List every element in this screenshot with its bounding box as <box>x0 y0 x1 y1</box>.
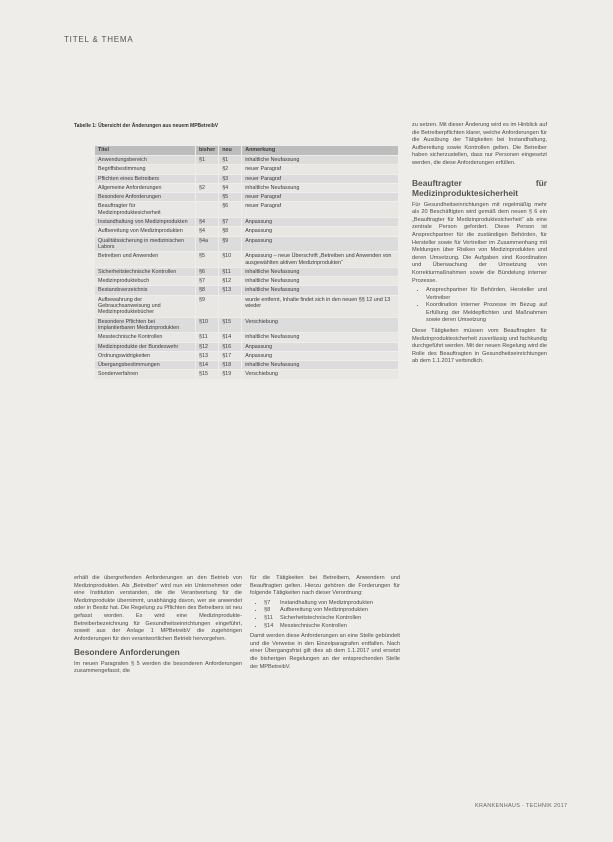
table-cell-bisher: §10 <box>196 317 219 333</box>
table-row <box>95 333 399 342</box>
table-cell-titel: Medizinprodukte der Bundeswehr <box>95 342 196 351</box>
paragraph: Diese Tätigkeiten müssen vom Beauftragten für Medizinproduktesicherheit zuverlässig und fachkundig durchgeführt werden. Mit der neuen Regelung wird die Rolle des Beauftragten in Gesundheitseinrichtungen ab dem 1.1.2017 verbindlich. <box>412 328 547 365</box>
table-cell-titel: Übergangsbestimmungen <box>95 361 196 370</box>
table-cell-bisher <box>196 165 219 174</box>
table-cell-anmerkung: Anpassung <box>242 342 399 351</box>
table-cell-bisher: §6 <box>196 267 219 276</box>
table-cell-anmerkung: Verschiebung <box>242 370 399 379</box>
table-cell-neu: §9 <box>219 236 242 252</box>
table-cell-neu: §15 <box>219 317 242 333</box>
table-cell-bisher <box>196 174 219 183</box>
list-text: Messtechnische Kontrollen <box>280 622 347 629</box>
table-row <box>95 342 399 351</box>
table-row <box>95 317 399 333</box>
changes-table <box>94 145 399 380</box>
table-cell-neu: §13 <box>219 286 242 295</box>
table-row <box>95 267 399 276</box>
table-cell-anmerkung: neuer Paragraf <box>242 193 399 202</box>
table-cell-titel: Medizinproduktebuch <box>95 277 196 286</box>
table-cell-bisher: §15 <box>196 370 219 379</box>
paragraph-ref: §11 <box>264 614 273 621</box>
table-cell-titel: Pflichten eines Betreibers <box>95 174 196 183</box>
table-cell-titel: Ordnungswidrigkeiten <box>95 351 196 360</box>
list-item <box>264 600 400 608</box>
column-header: Titel <box>95 146 196 156</box>
list-text: Aufbereitung von Medizinprodukten <box>280 607 369 614</box>
paragraph: Für Gesundheitseinrichtungen mit regelmäßig mehr als 20 Beschäftigten wird gemäß dem neuen § 6 ein „Beauftragter für Medizinproduktesicherheit“ als eine zentrale Person gefordert. Diese Person ist Ansprechpartner für die zuständigen Behörden, für Hersteller sowie für Vertreiber im Zusammenhang mit Meldungen über Risiken von Medizinprodukten und deren Umsetzung. Die Aufgaben sind Koordination und Überwachung der Umsetzung von Korrekturmaßnahmen sowie die Bündelung interner Prozesse. <box>412 201 547 284</box>
table-row <box>95 156 399 165</box>
list-text: Sicherheitstechnische Kontrollen <box>280 614 362 621</box>
table-cell-anmerkung: Anpassung <box>242 218 399 227</box>
table-row <box>95 227 399 236</box>
table-row <box>95 295 399 317</box>
table-cell-anmerkung: Anpassung – neue Überschrift „Betreiben und Anwenden von ausgewählten aktiven Medizinprodukten“ <box>242 252 399 268</box>
table-cell-neu: §19 <box>219 370 242 379</box>
table-row <box>95 174 399 183</box>
table-cell-anmerkung: inhaltliche Neufassung <box>242 267 399 276</box>
table-row <box>95 202 399 218</box>
table-body <box>95 156 399 380</box>
table-cell-anmerkung: inhaltliche Neufassung <box>242 286 399 295</box>
table-row <box>95 370 399 379</box>
table-cell-anmerkung: inhaltliche Neufassung <box>242 277 399 286</box>
table-cell-neu: §7 <box>219 218 242 227</box>
paragraph-ref: §7 <box>264 599 271 606</box>
list-item: • Ansprechpartner für Behörden, Hersteller und Vertreiber <box>426 287 547 302</box>
table-cell-bisher <box>196 202 219 218</box>
table-row <box>95 193 399 202</box>
table-cell-neu: §16 <box>219 342 242 351</box>
table-cell-anmerkung: neuer Paragraf <box>242 165 399 174</box>
table-row <box>95 351 399 360</box>
table-cell-bisher: §4 <box>196 227 219 236</box>
table-cell-neu: §4 <box>219 183 242 192</box>
running-head: TITEL & THEMA <box>64 35 134 44</box>
table-cell-anmerkung: wurde entfernt, Inhalte findet sich in den neuen §§ 12 und 13 wieder <box>242 295 399 317</box>
table-cell-bisher: §14 <box>196 361 219 370</box>
table-row <box>95 236 399 252</box>
table-row <box>95 218 399 227</box>
paragraph: Damit werden diese Anforderungen an eine Stelle gebündelt und die Verweise in den Einzelparagrafen entfallen. Nach einer Übergangsfrist gilt dies ab dem 1.1.2017 und ersetzt die bisherigen Regelungen an der entsprechenden Stelle der MPBetreibV. <box>250 633 400 670</box>
paragraph: Im neuen Paragrafen § 5 werden die besonderen Anforderungen zusammengefasst, die <box>74 660 242 675</box>
table-cell-neu: §1 <box>219 156 242 165</box>
table-row <box>95 277 399 286</box>
table-cell-neu: §14 <box>219 333 242 342</box>
table-row <box>95 183 399 192</box>
table-row <box>95 361 399 370</box>
table-cell-titel: Allgemeine Anforderungen <box>95 183 196 192</box>
table-cell-titel: Aufbewahrung der Gebrauchsanweisung und Medizinproduktebücher <box>95 295 196 317</box>
table-cell-neu: §10 <box>219 252 242 268</box>
table-cell-titel: Begriffsbestimmung <box>95 165 196 174</box>
column-header: Anmerkung <box>242 146 399 156</box>
table-cell-titel: Beauftragter für Medizinproduktesicherheit <box>95 202 196 218</box>
table-cell-anmerkung: Anpassung <box>242 236 399 252</box>
list-text: Instandhaltung von Medizinprodukten <box>280 599 373 606</box>
table-cell-neu <box>219 295 242 317</box>
section-heading: Besondere Anforderungen <box>74 647 180 658</box>
table-cell-titel: Sicherheitstechnische Kontrollen <box>95 267 196 276</box>
paragraph: zu setzen. Mit dieser Änderung wird es im Hinblick auf die Betreiberpflichten klarer, welche Anforderungen für die Ausübung der Tätigkeiten bei Instandhaltung, Aufbereitung sowie Kontrollen gelten. Die Betreiber haben sicherzustellen, dass nur Personen eingesetzt werden, die diese Anforderungen erfüllen. <box>412 122 547 166</box>
middle-column <box>250 575 400 671</box>
table-cell-bisher: §11 <box>196 333 219 342</box>
right-column <box>412 122 547 366</box>
list-item: • Koordination interner Prozesse im Bezug auf Erfüllung der Meldepflichten und Maßnahmen sowie deren Umsetzung <box>426 302 547 325</box>
table-cell-titel: Aufbereitung von Medizinprodukten <box>95 227 196 236</box>
table-cell-bisher <box>196 193 219 202</box>
table-cell-bisher: §5 <box>196 252 219 268</box>
table-cell-bisher: §13 <box>196 351 219 360</box>
table-cell-anmerkung: inhaltliche Neufassung <box>242 183 399 192</box>
table-cell-titel: Qualitätssicherung in medizinischen Labors <box>95 236 196 252</box>
table-cell-anmerkung: neuer Paragraf <box>242 174 399 183</box>
table-cell-neu: §17 <box>219 351 242 360</box>
table-header-row <box>95 146 399 156</box>
column-header: bisher <box>196 146 219 156</box>
table-cell-anmerkung: Verschiebung <box>242 317 399 333</box>
table-cell-titel: Anwendungsbereich <box>95 156 196 165</box>
table-caption: Tabelle 1: Übersicht der Änderungen aus neuem MPBetreibV <box>74 123 219 129</box>
bullet-list <box>412 287 547 325</box>
table-cell-bisher: §7 <box>196 277 219 286</box>
table-cell-neu: §2 <box>219 165 242 174</box>
table-cell-anmerkung: Anpassung <box>242 227 399 236</box>
table-cell-neu: §18 <box>219 361 242 370</box>
paragraph: erhält die übergreifenden Anforderungen an den Betrieb von Medizinprodukten. Als „Betreiber“ wird nun ein Unternehmen oder eine Institution verstanden, die die Verantwortung für die Medizinprodukte übernimmt, unabhängig davon, wer sie anwendet oder in Besitz hat. Die Regelung zu Pflichten des Betreibers ist neu gefasst worden. Es wird eine Medizinprodukte-Betreiberbezeichnung für Gesundheitseinrichtungen eingeführt, soweit aus der Anlage 1 MPBetreibV die zugehörigen Anforderungen für den verantwortlichen Betrieb hervorgehen. <box>74 575 242 642</box>
table-cell-anmerkung: inhaltliche Neufassung <box>242 361 399 370</box>
table-cell-bisher: §8 <box>196 286 219 295</box>
left-column <box>74 575 242 676</box>
table-cell-anmerkung: Anpassung <box>242 351 399 360</box>
table-cell-titel: Besondere Anforderungen <box>95 193 196 202</box>
list-item <box>264 607 400 615</box>
table-cell-bisher: §4 <box>196 218 219 227</box>
paragraph-ref: §8 <box>264 607 271 614</box>
table-cell-titel: Betreiben und Anwenden <box>95 252 196 268</box>
table-row <box>95 252 399 268</box>
table-cell-neu: §11 <box>219 267 242 276</box>
table-cell-anmerkung: inhaltliche Neufassung <box>242 156 399 165</box>
paragraph: für die Tätigkeiten bei Betreibern, Anwendern und Beauftragten gelten. Hierzu gehören die Forderungen für folgende Tätigkeiten nach dieser Verordnung: <box>250 575 400 597</box>
list-item <box>264 615 400 623</box>
table-row <box>95 165 399 174</box>
table-cell-bisher: §4a <box>196 236 219 252</box>
table-cell-anmerkung: neuer Paragraf <box>242 202 399 218</box>
list-item <box>264 623 400 631</box>
table-cell-titel: Messtechnische Kontrollen <box>95 333 196 342</box>
table-row <box>95 286 399 295</box>
bullet-list <box>250 600 400 630</box>
table-cell-neu: §6 <box>219 202 242 218</box>
table-cell-neu: §5 <box>219 193 242 202</box>
table-cell-titel: Sonderverfahren <box>95 370 196 379</box>
table-cell-bisher: §1 <box>196 156 219 165</box>
page-footer: KRANKENHAUS · TECHNIK 2017 <box>475 803 568 809</box>
table-cell-neu: §3 <box>219 174 242 183</box>
table-cell-anmerkung: inhaltliche Neufassung <box>242 333 399 342</box>
table-cell-titel: Besondere Pflichten bei implantierbaren Medizinprodukten <box>95 317 196 333</box>
table-cell-bisher: §12 <box>196 342 219 351</box>
table-cell-titel: Bestandsverzeichnis <box>95 286 196 295</box>
table-cell-bisher: §9 <box>196 295 219 317</box>
table-cell-neu: §12 <box>219 277 242 286</box>
section-heading: Beauftragter für Medizinproduktesicherheit <box>412 177 547 199</box>
column-header: neu <box>219 146 242 156</box>
table-cell-neu: §8 <box>219 227 242 236</box>
table-cell-titel: Instandhaltung von Medizinprodukten <box>95 218 196 227</box>
table-cell-bisher: §2 <box>196 183 219 192</box>
paragraph-ref: §14 <box>264 622 274 629</box>
